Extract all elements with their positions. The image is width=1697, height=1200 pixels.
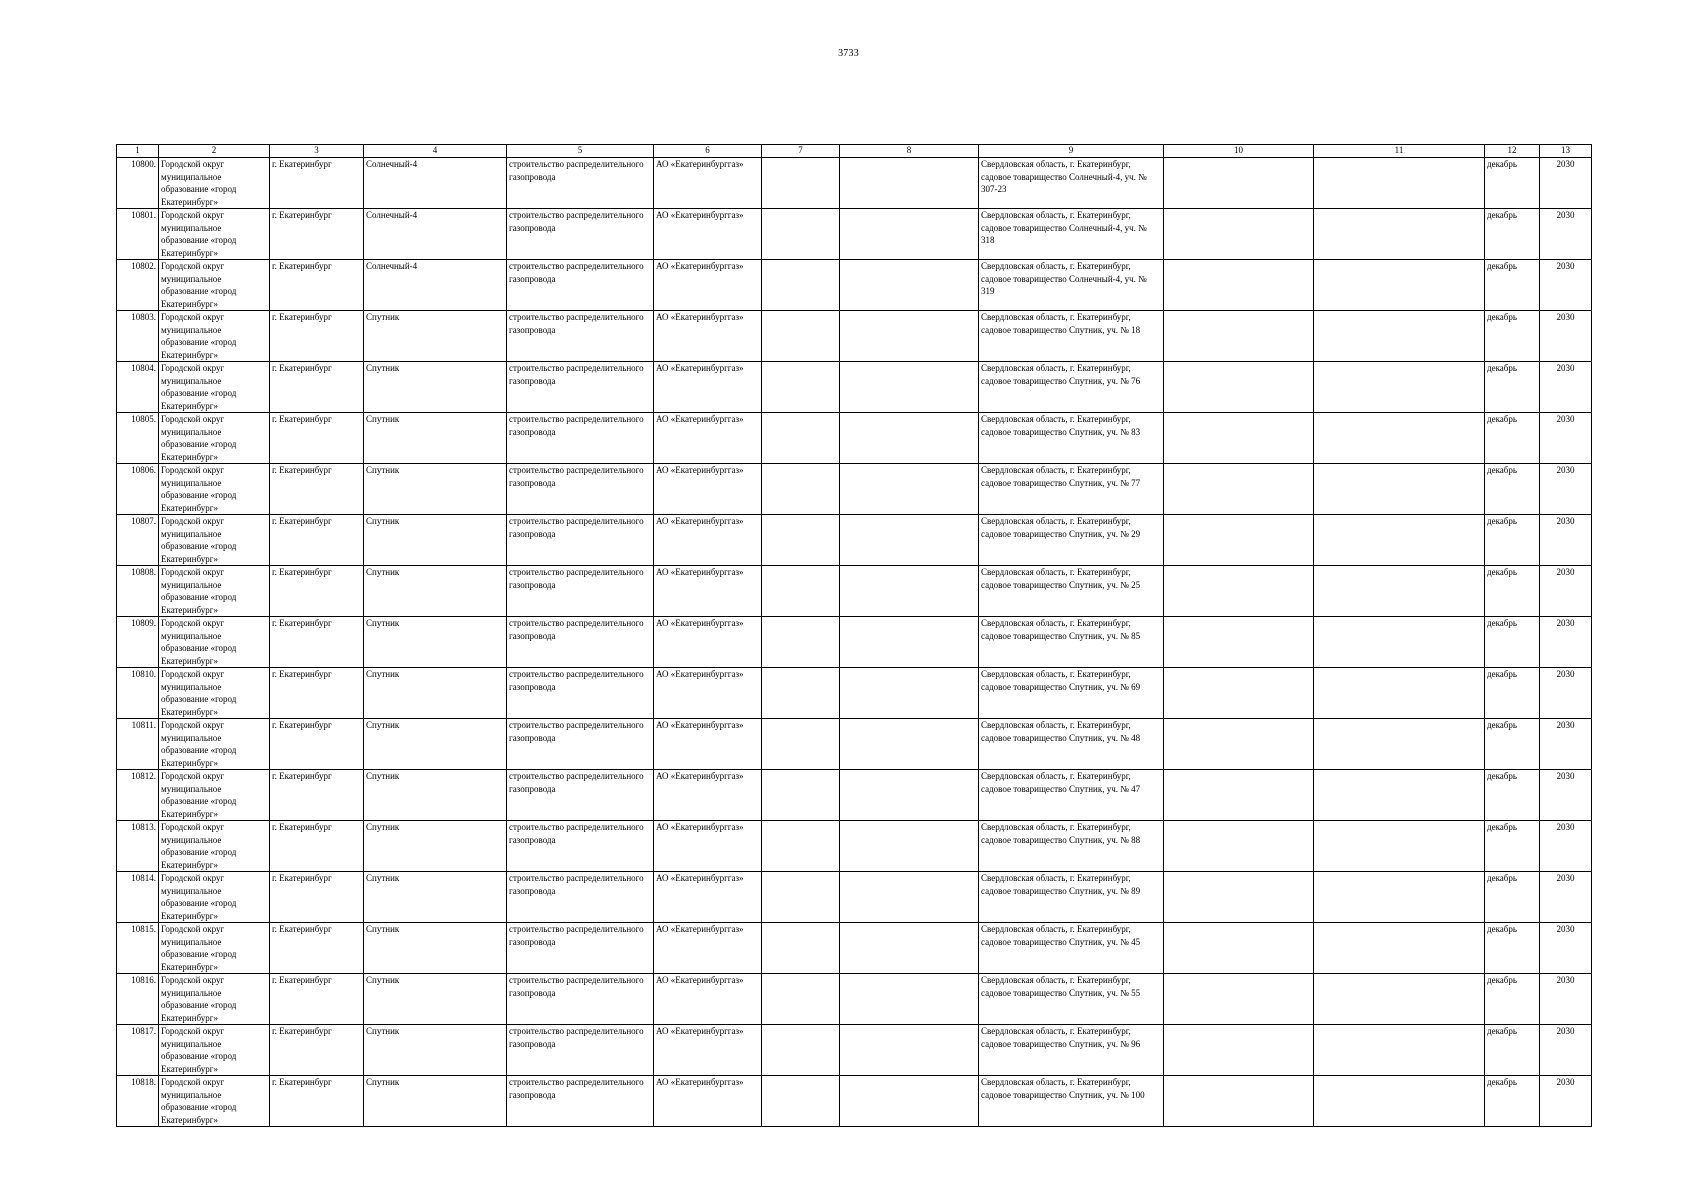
column-11-cell	[1314, 1076, 1485, 1127]
table-row	[117, 617, 1592, 668]
gasification-table	[116, 144, 1592, 1127]
month-cell: декабрь	[1485, 260, 1540, 311]
column-8-cell	[840, 515, 979, 566]
organization-cell: АО «Екатеринбурггаз»	[654, 311, 762, 362]
municipality-cell: Городской округ муниципальное образование «город Екатеринбург»	[159, 158, 270, 209]
column-header-2: 2	[159, 145, 270, 158]
row-number: 10818.	[117, 1076, 159, 1127]
settlement-cell: Спутник	[364, 1025, 507, 1076]
column-7-cell	[762, 974, 840, 1025]
table-row	[117, 464, 1592, 515]
column-10-cell	[1164, 923, 1314, 974]
settlement-cell: Спутник	[364, 311, 507, 362]
municipality-cell: Городской округ муниципальное образование «город Екатеринбург»	[159, 974, 270, 1025]
address-cell: Свердловская область, г. Екатеринбург, садовое товарищество Спутник, уч. № 29	[979, 515, 1164, 566]
work-type-cell: строительство распределительного газопровода	[507, 872, 654, 923]
work-type-cell: строительство распределительного газопровода	[507, 821, 654, 872]
column-7-cell	[762, 770, 840, 821]
address-cell: Свердловская область, г. Екатеринбург, садовое товарищество Спутник, уч. № 18	[979, 311, 1164, 362]
settlement-cell: Спутник	[364, 515, 507, 566]
row-number: 10806.	[117, 464, 159, 515]
column-11-cell	[1314, 872, 1485, 923]
column-8-cell	[840, 1076, 979, 1127]
city-cell: г. Екатеринбург	[270, 1076, 364, 1127]
column-10-cell	[1164, 260, 1314, 311]
work-type-cell: строительство распределительного газопровода	[507, 464, 654, 515]
address-cell: Свердловская область, г. Екатеринбург, садовое товарищество Спутник, уч. № 55	[979, 974, 1164, 1025]
column-11-cell	[1314, 209, 1485, 260]
work-type-cell: строительство распределительного газопровода	[507, 311, 654, 362]
column-header-11: 11	[1314, 145, 1485, 158]
city-cell: г. Екатеринбург	[270, 821, 364, 872]
address-cell: Свердловская область, г. Екатеринбург, садовое товарищество Солнечный-4, уч. № 318	[979, 209, 1164, 260]
column-10-cell	[1164, 719, 1314, 770]
column-7-cell	[762, 158, 840, 209]
column-7-cell	[762, 617, 840, 668]
municipality-cell: Городской округ муниципальное образование «город Екатеринбург»	[159, 515, 270, 566]
work-type-cell: строительство распределительного газопровода	[507, 719, 654, 770]
organization-cell: АО «Екатеринбурггаз»	[654, 362, 762, 413]
page-number: 3733	[838, 48, 859, 59]
table-row	[117, 158, 1592, 209]
address-cell: Свердловская область, г. Екатеринбург, садовое товарищество Спутник, уч. № 96	[979, 1025, 1164, 1076]
column-header-6: 6	[654, 145, 762, 158]
column-11-cell	[1314, 668, 1485, 719]
settlement-cell: Спутник	[364, 566, 507, 617]
column-header-1: 1	[117, 145, 159, 158]
column-8-cell	[840, 617, 979, 668]
column-7-cell	[762, 515, 840, 566]
column-10-cell	[1164, 872, 1314, 923]
column-10-cell	[1164, 617, 1314, 668]
column-7-cell	[762, 923, 840, 974]
column-8-cell	[840, 413, 979, 464]
column-11-cell	[1314, 719, 1485, 770]
address-cell: Свердловская область, г. Екатеринбург, садовое товарищество Спутник, уч. № 100	[979, 1076, 1164, 1127]
city-cell: г. Екатеринбург	[270, 464, 364, 515]
column-10-cell	[1164, 974, 1314, 1025]
city-cell: г. Екатеринбург	[270, 413, 364, 464]
column-header-8: 8	[840, 145, 979, 158]
month-cell: декабрь	[1485, 311, 1540, 362]
settlement-cell: Спутник	[364, 617, 507, 668]
table-header	[117, 145, 1592, 158]
work-type-cell: строительство распределительного газопровода	[507, 566, 654, 617]
year-cell: 2030	[1540, 515, 1592, 566]
year-cell: 2030	[1540, 566, 1592, 617]
municipality-cell: Городской округ муниципальное образование «город Екатеринбург»	[159, 311, 270, 362]
column-11-cell	[1314, 821, 1485, 872]
column-header-5: 5	[507, 145, 654, 158]
month-cell: декабрь	[1485, 872, 1540, 923]
table-row	[117, 209, 1592, 260]
row-number: 10809.	[117, 617, 159, 668]
column-11-cell	[1314, 260, 1485, 311]
organization-cell: АО «Екатеринбурггаз»	[654, 566, 762, 617]
month-cell: декабрь	[1485, 515, 1540, 566]
column-7-cell	[762, 719, 840, 770]
work-type-cell: строительство распределительного газопровода	[507, 158, 654, 209]
municipality-cell: Городской округ муниципальное образование «город Екатеринбург»	[159, 821, 270, 872]
column-11-cell	[1314, 770, 1485, 821]
row-number: 10815.	[117, 923, 159, 974]
work-type-cell: строительство распределительного газопровода	[507, 515, 654, 566]
year-cell: 2030	[1540, 821, 1592, 872]
year-cell: 2030	[1540, 872, 1592, 923]
column-10-cell	[1164, 413, 1314, 464]
column-10-cell	[1164, 566, 1314, 617]
column-10-cell	[1164, 821, 1314, 872]
column-8-cell	[840, 311, 979, 362]
column-11-cell	[1314, 515, 1485, 566]
column-7-cell	[762, 821, 840, 872]
municipality-cell: Городской округ муниципальное образование «город Екатеринбург»	[159, 1025, 270, 1076]
year-cell: 2030	[1540, 158, 1592, 209]
header-row	[117, 145, 1592, 158]
work-type-cell: строительство распределительного газопровода	[507, 974, 654, 1025]
column-header-7: 7	[762, 145, 840, 158]
work-type-cell: строительство распределительного газопровода	[507, 413, 654, 464]
table-row	[117, 362, 1592, 413]
column-header-4: 4	[364, 145, 507, 158]
row-number: 10808.	[117, 566, 159, 617]
settlement-cell: Спутник	[364, 872, 507, 923]
row-number: 10800.	[117, 158, 159, 209]
column-header-3: 3	[270, 145, 364, 158]
work-type-cell: строительство распределительного газопровода	[507, 617, 654, 668]
column-7-cell	[762, 362, 840, 413]
column-header-10: 10	[1164, 145, 1314, 158]
year-cell: 2030	[1540, 362, 1592, 413]
column-10-cell	[1164, 1076, 1314, 1127]
address-cell: Свердловская область, г. Екатеринбург, садовое товарищество Солнечный-4, уч. № 307-23	[979, 158, 1164, 209]
row-number: 10810.	[117, 668, 159, 719]
city-cell: г. Екатеринбург	[270, 668, 364, 719]
row-number: 10817.	[117, 1025, 159, 1076]
settlement-cell: Спутник	[364, 362, 507, 413]
year-cell: 2030	[1540, 974, 1592, 1025]
settlement-cell: Спутник	[364, 464, 507, 515]
row-number: 10812.	[117, 770, 159, 821]
city-cell: г. Екатеринбург	[270, 617, 364, 668]
column-7-cell	[762, 260, 840, 311]
work-type-cell: строительство распределительного газопровода	[507, 260, 654, 311]
column-11-cell	[1314, 923, 1485, 974]
settlement-cell: Спутник	[364, 923, 507, 974]
year-cell: 2030	[1540, 311, 1592, 362]
settlement-cell: Солнечный-4	[364, 209, 507, 260]
month-cell: декабрь	[1485, 566, 1540, 617]
organization-cell: АО «Екатеринбурггаз»	[654, 413, 762, 464]
table-row	[117, 515, 1592, 566]
municipality-cell: Городской округ муниципальное образование «город Екатеринбург»	[159, 413, 270, 464]
organization-cell: АО «Екатеринбурггаз»	[654, 1076, 762, 1127]
column-header-12: 12	[1485, 145, 1540, 158]
settlement-cell: Солнечный-4	[364, 260, 507, 311]
address-cell: Свердловская область, г. Екатеринбург, садовое товарищество Спутник, уч. № 76	[979, 362, 1164, 413]
column-8-cell	[840, 719, 979, 770]
address-cell: Свердловская область, г. Екатеринбург, садовое товарищество Спутник, уч. № 47	[979, 770, 1164, 821]
column-8-cell	[840, 821, 979, 872]
settlement-cell: Солнечный-4	[364, 158, 507, 209]
settlement-cell: Спутник	[364, 974, 507, 1025]
settlement-cell: Спутник	[364, 770, 507, 821]
column-10-cell	[1164, 362, 1314, 413]
municipality-cell: Городской округ муниципальное образование «город Екатеринбург»	[159, 668, 270, 719]
month-cell: декабрь	[1485, 821, 1540, 872]
column-11-cell	[1314, 1025, 1485, 1076]
address-cell: Свердловская область, г. Екатеринбург, садовое товарищество Спутник, уч. № 89	[979, 872, 1164, 923]
column-8-cell	[840, 974, 979, 1025]
row-number: 10811.	[117, 719, 159, 770]
table-row	[117, 260, 1592, 311]
row-number: 10801.	[117, 209, 159, 260]
organization-cell: АО «Екатеринбурггаз»	[654, 617, 762, 668]
column-7-cell	[762, 872, 840, 923]
municipality-cell: Городской округ муниципальное образование «город Екатеринбург»	[159, 566, 270, 617]
address-cell: Свердловская область, г. Екатеринбург, садовое товарищество Спутник, уч. № 77	[979, 464, 1164, 515]
settlement-cell: Спутник	[364, 668, 507, 719]
month-cell: декабрь	[1485, 923, 1540, 974]
municipality-cell: Городской округ муниципальное образование «город Екатеринбург»	[159, 260, 270, 311]
column-8-cell	[840, 158, 979, 209]
city-cell: г. Екатеринбург	[270, 362, 364, 413]
city-cell: г. Екатеринбург	[270, 923, 364, 974]
organization-cell: АО «Екатеринбурггаз»	[654, 1025, 762, 1076]
city-cell: г. Екатеринбург	[270, 770, 364, 821]
column-8-cell	[840, 668, 979, 719]
organization-cell: АО «Екатеринбурггаз»	[654, 515, 762, 566]
table-row	[117, 974, 1592, 1025]
address-cell: Свердловская область, г. Екатеринбург, садовое товарищество Спутник, уч. № 45	[979, 923, 1164, 974]
municipality-cell: Городской округ муниципальное образование «город Екатеринбург»	[159, 209, 270, 260]
year-cell: 2030	[1540, 1076, 1592, 1127]
organization-cell: АО «Екатеринбурггаз»	[654, 464, 762, 515]
organization-cell: АО «Екатеринбурггаз»	[654, 668, 762, 719]
work-type-cell: строительство распределительного газопровода	[507, 1076, 654, 1127]
column-7-cell	[762, 668, 840, 719]
column-7-cell	[762, 1076, 840, 1127]
organization-cell: АО «Екатеринбурггаз»	[654, 770, 762, 821]
column-8-cell	[840, 770, 979, 821]
month-cell: декабрь	[1485, 617, 1540, 668]
month-cell: декабрь	[1485, 1076, 1540, 1127]
table-row	[117, 668, 1592, 719]
row-number: 10814.	[117, 872, 159, 923]
year-cell: 2030	[1540, 770, 1592, 821]
table-row	[117, 1025, 1592, 1076]
column-11-cell	[1314, 974, 1485, 1025]
work-type-cell: строительство распределительного газопровода	[507, 770, 654, 821]
organization-cell: АО «Екатеринбурггаз»	[654, 872, 762, 923]
month-cell: декабрь	[1485, 158, 1540, 209]
address-cell: Свердловская область, г. Екатеринбург, садовое товарищество Спутник, уч. № 48	[979, 719, 1164, 770]
municipality-cell: Городской округ муниципальное образование «город Екатеринбург»	[159, 464, 270, 515]
city-cell: г. Екатеринбург	[270, 209, 364, 260]
column-7-cell	[762, 413, 840, 464]
city-cell: г. Екатеринбург	[270, 260, 364, 311]
work-type-cell: строительство распределительного газопровода	[507, 362, 654, 413]
organization-cell: АО «Екатеринбурггаз»	[654, 974, 762, 1025]
month-cell: декабрь	[1485, 209, 1540, 260]
city-cell: г. Екатеринбург	[270, 311, 364, 362]
city-cell: г. Екатеринбург	[270, 566, 364, 617]
column-11-cell	[1314, 566, 1485, 617]
city-cell: г. Екатеринбург	[270, 158, 364, 209]
row-number: 10802.	[117, 260, 159, 311]
column-8-cell	[840, 923, 979, 974]
organization-cell: АО «Екатеринбурггаз»	[654, 209, 762, 260]
address-cell: Свердловская область, г. Екатеринбург, садовое товарищество Спутник, уч. № 25	[979, 566, 1164, 617]
column-7-cell	[762, 464, 840, 515]
column-10-cell	[1164, 1025, 1314, 1076]
column-10-cell	[1164, 311, 1314, 362]
year-cell: 2030	[1540, 260, 1592, 311]
column-11-cell	[1314, 464, 1485, 515]
row-number: 10804.	[117, 362, 159, 413]
table-row	[117, 566, 1592, 617]
column-10-cell	[1164, 770, 1314, 821]
column-8-cell	[840, 209, 979, 260]
month-cell: декабрь	[1485, 1025, 1540, 1076]
city-cell: г. Екатеринбург	[270, 974, 364, 1025]
month-cell: декабрь	[1485, 464, 1540, 515]
organization-cell: АО «Екатеринбурггаз»	[654, 260, 762, 311]
year-cell: 2030	[1540, 413, 1592, 464]
year-cell: 2030	[1540, 209, 1592, 260]
year-cell: 2030	[1540, 1025, 1592, 1076]
column-11-cell	[1314, 311, 1485, 362]
year-cell: 2030	[1540, 668, 1592, 719]
column-10-cell	[1164, 668, 1314, 719]
column-header-13: 13	[1540, 145, 1592, 158]
row-number: 10813.	[117, 821, 159, 872]
year-cell: 2030	[1540, 617, 1592, 668]
year-cell: 2030	[1540, 719, 1592, 770]
month-cell: декабрь	[1485, 362, 1540, 413]
column-10-cell	[1164, 158, 1314, 209]
work-type-cell: строительство распределительного газопровода	[507, 668, 654, 719]
column-10-cell	[1164, 464, 1314, 515]
table-row	[117, 719, 1592, 770]
column-header-9: 9	[979, 145, 1164, 158]
column-11-cell	[1314, 158, 1485, 209]
city-cell: г. Екатеринбург	[270, 1025, 364, 1076]
column-7-cell	[762, 311, 840, 362]
address-cell: Свердловская область, г. Екатеринбург, садовое товарищество Спутник, уч. № 88	[979, 821, 1164, 872]
settlement-cell: Спутник	[364, 719, 507, 770]
column-11-cell	[1314, 362, 1485, 413]
work-type-cell: строительство распределительного газопровода	[507, 209, 654, 260]
row-number: 10803.	[117, 311, 159, 362]
column-7-cell	[762, 566, 840, 617]
municipality-cell: Городской округ муниципальное образование «город Екатеринбург»	[159, 719, 270, 770]
organization-cell: АО «Екатеринбурггаз»	[654, 923, 762, 974]
settlement-cell: Спутник	[364, 1076, 507, 1127]
year-cell: 2030	[1540, 923, 1592, 974]
city-cell: г. Екатеринбург	[270, 515, 364, 566]
table-row	[117, 311, 1592, 362]
address-cell: Свердловская область, г. Екатеринбург, садовое товарищество Спутник, уч. № 69	[979, 668, 1164, 719]
column-8-cell	[840, 362, 979, 413]
work-type-cell: строительство распределительного газопровода	[507, 1025, 654, 1076]
table-row	[117, 1076, 1592, 1127]
municipality-cell: Городской округ муниципальное образование «город Екатеринбург»	[159, 872, 270, 923]
work-type-cell: строительство распределительного газопровода	[507, 923, 654, 974]
month-cell: декабрь	[1485, 668, 1540, 719]
column-8-cell	[840, 260, 979, 311]
municipality-cell: Городской округ муниципальное образование «город Екатеринбург»	[159, 1076, 270, 1127]
month-cell: декабрь	[1485, 413, 1540, 464]
column-8-cell	[840, 464, 979, 515]
municipality-cell: Городской округ муниципальное образование «город Екатеринбург»	[159, 617, 270, 668]
month-cell: декабрь	[1485, 770, 1540, 821]
organization-cell: АО «Екатеринбурггаз»	[654, 821, 762, 872]
settlement-cell: Спутник	[364, 821, 507, 872]
municipality-cell: Городской округ муниципальное образование «город Екатеринбург»	[159, 770, 270, 821]
municipality-cell: Городской округ муниципальное образование «город Екатеринбург»	[159, 362, 270, 413]
table-row	[117, 872, 1592, 923]
column-10-cell	[1164, 209, 1314, 260]
year-cell: 2030	[1540, 464, 1592, 515]
city-cell: г. Екатеринбург	[270, 719, 364, 770]
organization-cell: АО «Екатеринбурггаз»	[654, 719, 762, 770]
month-cell: декабрь	[1485, 974, 1540, 1025]
table-body	[117, 158, 1592, 1127]
row-number: 10805.	[117, 413, 159, 464]
row-number: 10807.	[117, 515, 159, 566]
table-row	[117, 413, 1592, 464]
address-cell: Свердловская область, г. Екатеринбург, садовое товарищество Спутник, уч. № 85	[979, 617, 1164, 668]
address-cell: Свердловская область, г. Екатеринбург, садовое товарищество Солнечный-4, уч. № 319	[979, 260, 1164, 311]
table-row	[117, 923, 1592, 974]
address-cell: Свердловская область, г. Екатеринбург, садовое товарищество Спутник, уч. № 83	[979, 413, 1164, 464]
municipality-cell: Городской округ муниципальное образование «город Екатеринбург»	[159, 923, 270, 974]
column-8-cell	[840, 872, 979, 923]
column-11-cell	[1314, 413, 1485, 464]
organization-cell: АО «Екатеринбурггаз»	[654, 158, 762, 209]
settlement-cell: Спутник	[364, 413, 507, 464]
city-cell: г. Екатеринбург	[270, 872, 364, 923]
column-11-cell	[1314, 617, 1485, 668]
month-cell: декабрь	[1485, 719, 1540, 770]
column-8-cell	[840, 566, 979, 617]
column-7-cell	[762, 1025, 840, 1076]
column-7-cell	[762, 209, 840, 260]
row-number: 10816.	[117, 974, 159, 1025]
column-10-cell	[1164, 515, 1314, 566]
table-row	[117, 770, 1592, 821]
table-row	[117, 821, 1592, 872]
column-8-cell	[840, 1025, 979, 1076]
